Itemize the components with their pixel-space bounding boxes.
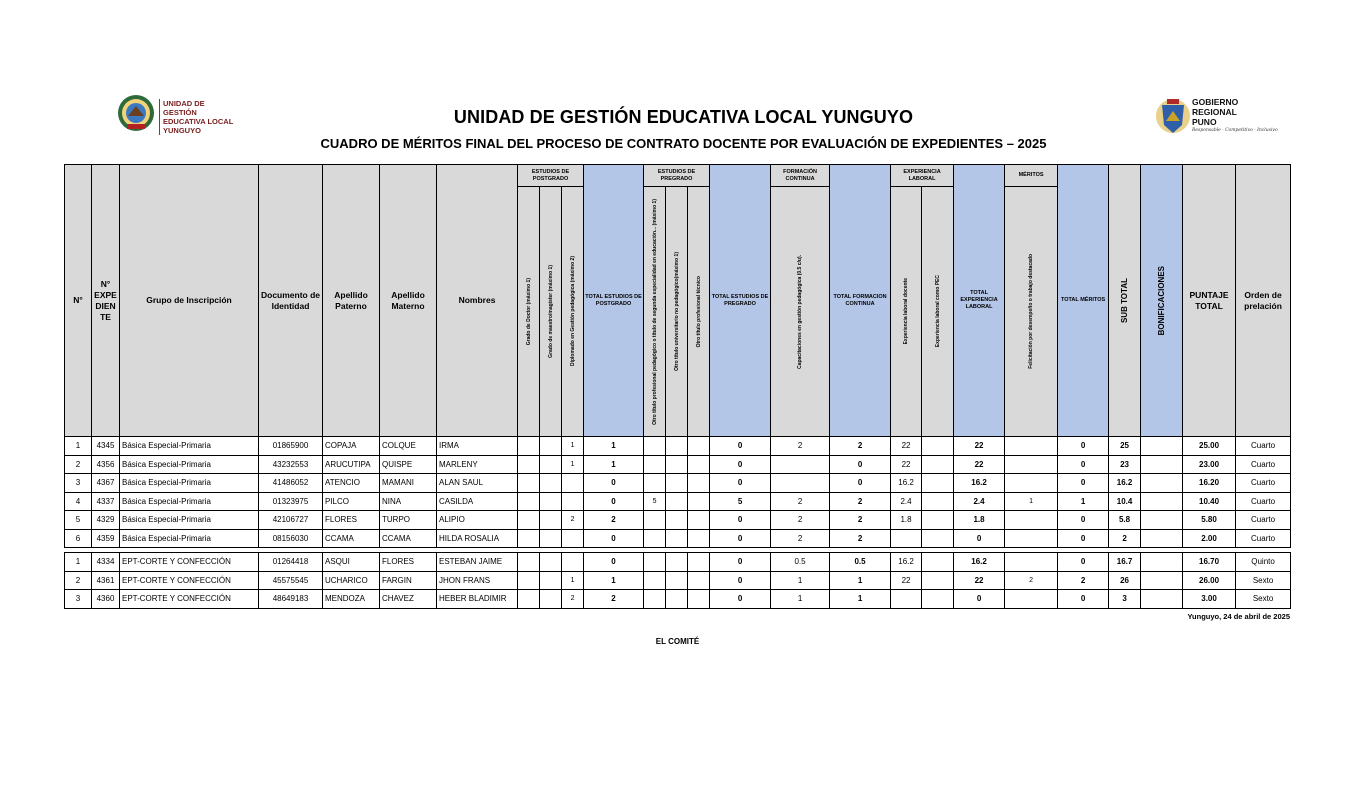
cell-puntaje-total: 26.00 (1183, 571, 1236, 590)
col-bonificaciones-header (1141, 165, 1183, 437)
cell-orden: Cuarto (1236, 455, 1291, 474)
cell-paterno: COPAJA (323, 437, 380, 456)
cell-total-formacion: 1 (830, 590, 891, 609)
cell-capacitaciones: 2 (771, 529, 830, 548)
cell-orden: Cuarto (1236, 529, 1291, 548)
gobierno-regional-text: GOBIERNO REGIONAL PUNO (1192, 97, 1239, 127)
cell-bonificaciones (1141, 455, 1183, 474)
cell-materno: NINA (380, 492, 437, 511)
cell-documento: 48649183 (259, 590, 323, 609)
cell-exp-pec (922, 529, 954, 548)
cell-grupo: Básica Especial-Primaria (120, 437, 259, 456)
cell-nombres: MARLENY (437, 455, 518, 474)
col-total-experiencia-header: TOTAL EXPERIENCIA LABORAL (954, 165, 1005, 437)
cell-exp-docente (891, 590, 922, 609)
col-documento-header: Documento de Identidad (259, 165, 323, 437)
cell-sub-total: 10.4 (1109, 492, 1141, 511)
cell-total-pregrado: 0 (710, 511, 771, 530)
cell-bonificaciones (1141, 571, 1183, 590)
table-row (65, 553, 1291, 572)
cell-puntaje-total: 10.40 (1183, 492, 1236, 511)
col-puntaje-header: PUNTAJE TOTAL (1183, 165, 1236, 437)
cell-sub-total: 16.2 (1109, 474, 1141, 493)
col-total-formacion-header: TOTAL FORMACION CONTINUA (830, 165, 891, 437)
cell-materno: TURPO (380, 511, 437, 530)
cell-orden: Sexto (1236, 571, 1291, 590)
cell-orden: Cuarto (1236, 511, 1291, 530)
cell-puntaje-total: 23.00 (1183, 455, 1236, 474)
cell-exp-pec (922, 455, 954, 474)
cell-grupo: EPT-CORTE Y CONFECCIÓN (120, 590, 259, 609)
col-otro-pedag-header (644, 187, 666, 437)
cell-total-formacion: 0.5 (830, 553, 891, 572)
col-orden-header: Orden de prelación (1236, 165, 1291, 437)
cell-doctor (518, 455, 540, 474)
col-otro-univ-header (666, 187, 688, 437)
group-postgrado-header: ESTUDIOS DE POSTGRADO (518, 165, 584, 187)
cell-otro-tecnico (688, 474, 710, 493)
cell-total-meritos: 2 (1058, 571, 1109, 590)
cell-exp-pec (922, 590, 954, 609)
maestro-label: Grado de maestro/magister (máximo 1) (547, 265, 554, 358)
cell-maestro (540, 553, 562, 572)
cell-sub-total: 16.7 (1109, 553, 1141, 572)
cell-total-pregrado: 0 (710, 590, 771, 609)
doctor-label: Grado de Doctor (máximo 1) (525, 277, 532, 346)
cell-documento: 43232553 (259, 455, 323, 474)
cell-exp-docente: 2.4 (891, 492, 922, 511)
cell-puntaje-total: 3.00 (1183, 590, 1236, 609)
cell-total-formacion: 2 (830, 437, 891, 456)
cell-otro-univ (666, 492, 688, 511)
cell-total-experiencia: 22 (954, 571, 1005, 590)
cell-total-pregrado: 0 (710, 529, 771, 548)
cell-puntaje-total: 5.80 (1183, 511, 1236, 530)
cell-documento: 42106727 (259, 511, 323, 530)
table-row (65, 437, 1291, 456)
cell-felicitacion: 1 (1005, 492, 1058, 511)
cell-capacitaciones: 2 (771, 511, 830, 530)
cell-otro-pedag (644, 437, 666, 456)
cell-orden: Sexto (1236, 590, 1291, 609)
cell-expediente: 4360 (92, 590, 120, 609)
cell-grupo: Básica Especial-Primaria (120, 529, 259, 548)
cell-nombres: CASILDA (437, 492, 518, 511)
cell-total-experiencia: 22 (954, 437, 1005, 456)
cell-otro-univ (666, 553, 688, 572)
col-otro-tecnico-header (688, 187, 710, 437)
cell-total-experiencia: 22 (954, 455, 1005, 474)
cell-n: 2 (65, 571, 92, 590)
cell-grupo: EPT-CORTE Y CONFECCIÓN (120, 571, 259, 590)
cell-otro-tecnico (688, 455, 710, 474)
cell-maestro (540, 511, 562, 530)
cell-exp-docente: 22 (891, 437, 922, 456)
cell-otro-univ (666, 590, 688, 609)
cell-total-experiencia: 2.4 (954, 492, 1005, 511)
cell-otro-tecnico (688, 511, 710, 530)
cell-exp-docente: 22 (891, 571, 922, 590)
cell-maestro (540, 437, 562, 456)
cell-maestro (540, 529, 562, 548)
cell-otro-tecnico (688, 571, 710, 590)
group-experiencia-header: EXPERIENCIA LABORAL (891, 165, 954, 187)
cell-bonificaciones (1141, 529, 1183, 548)
cell-exp-docente: 1.8 (891, 511, 922, 530)
merits-table-body (65, 437, 1291, 609)
table-row (65, 571, 1291, 590)
cell-nombres: HILDA ROSALIA (437, 529, 518, 548)
cell-otro-univ (666, 455, 688, 474)
cell-total-experiencia: 16.2 (954, 474, 1005, 493)
cell-n: 2 (65, 455, 92, 474)
cell-materno: MAMANI (380, 474, 437, 493)
cell-n: 6 (65, 529, 92, 548)
cell-exp-pec (922, 553, 954, 572)
cell-n: 3 (65, 474, 92, 493)
cell-total-meritos: 0 (1058, 455, 1109, 474)
cell-total-experiencia: 0 (954, 529, 1005, 548)
otro-univ-label: Otro título universitario no pedagógico(máximo 1) (673, 252, 680, 371)
sub-total-label: SUB TOTAL (1120, 277, 1130, 324)
col-exp-docente-header (891, 187, 922, 437)
cell-otro-pedag (644, 474, 666, 493)
cell-total-meritos: 0 (1058, 529, 1109, 548)
cell-diplomado: 1 (562, 437, 584, 456)
cell-felicitacion (1005, 474, 1058, 493)
cell-otro-tecnico (688, 437, 710, 456)
table-row (65, 511, 1291, 530)
cell-diplomado (562, 474, 584, 493)
cell-sub-total: 2 (1109, 529, 1141, 548)
cell-paterno: UCHARICO (323, 571, 380, 590)
cell-nombres: ALAN SAUL (437, 474, 518, 493)
cell-capacitaciones: 1 (771, 590, 830, 609)
cell-materno: COLQUE (380, 437, 437, 456)
cell-otro-pedag: 5 (644, 492, 666, 511)
cell-total-postgrado: 2 (584, 511, 644, 530)
table-row (65, 529, 1291, 548)
cell-total-formacion: 2 (830, 492, 891, 511)
cell-nombres: JHON FRANS (437, 571, 518, 590)
cell-bonificaciones (1141, 474, 1183, 493)
cell-expediente: 4337 (92, 492, 120, 511)
cell-capacitaciones: 0.5 (771, 553, 830, 572)
cell-otro-pedag (644, 529, 666, 548)
capacitaciones-label: Capacitaciones en gestión pedagógica (0.5 c/u). (797, 254, 804, 369)
cell-maestro (540, 474, 562, 493)
cell-bonificaciones (1141, 492, 1183, 511)
cell-total-postgrado: 1 (584, 455, 644, 474)
page-title: UNIDAD DE GESTIÓN EDUCATIVA LOCAL YUNGUYO (453, 107, 914, 127)
col-total-meritos-header: TOTAL MÉRITOS (1058, 165, 1109, 437)
cell-nombres: ALIPIO (437, 511, 518, 530)
col-sub-total-header (1109, 165, 1141, 437)
cell-materno: FARGIN (380, 571, 437, 590)
diplomado-label: Diplomado en Gestión pedagógica (máximo 2) (569, 256, 576, 367)
cell-otro-univ (666, 571, 688, 590)
cell-nombres: IRMA (437, 437, 518, 456)
group-pregrado-header: ESTUDIOS DE PREGRADO (644, 165, 710, 187)
cell-total-experiencia: 16.2 (954, 553, 1005, 572)
cell-otro-univ (666, 529, 688, 548)
cell-exp-docente: 22 (891, 455, 922, 474)
cell-bonificaciones (1141, 553, 1183, 572)
cell-sub-total: 26 (1109, 571, 1141, 590)
cell-capacitaciones: 1 (771, 571, 830, 590)
cell-total-meritos: 1 (1058, 492, 1109, 511)
cell-diplomado (562, 529, 584, 548)
cell-maestro (540, 571, 562, 590)
cell-total-meritos: 0 (1058, 511, 1109, 530)
cell-otro-univ (666, 474, 688, 493)
cell-otro-tecnico (688, 529, 710, 548)
cell-sub-total: 23 (1109, 455, 1141, 474)
cell-otro-tecnico (688, 553, 710, 572)
cell-total-formacion: 2 (830, 511, 891, 530)
cell-grupo: EPT-CORTE Y CONFECCIÓN (120, 553, 259, 572)
cell-grupo: Básica Especial-Primaria (120, 492, 259, 511)
cell-diplomado (562, 553, 584, 572)
cell-expediente: 4361 (92, 571, 120, 590)
col-total-pregrado-header: TOTAL ESTUDIOS DE PREGRADO (710, 165, 771, 437)
cell-orden: Cuarto (1236, 492, 1291, 511)
cell-total-formacion: 1 (830, 571, 891, 590)
cell-puntaje-total: 16.70 (1183, 553, 1236, 572)
cell-otro-tecnico (688, 590, 710, 609)
cell-paterno: MENDOZA (323, 590, 380, 609)
cell-total-meritos: 0 (1058, 590, 1109, 609)
cell-felicitacion (1005, 553, 1058, 572)
cell-doctor (518, 590, 540, 609)
table-row (65, 474, 1291, 493)
cell-total-postgrado: 1 (584, 571, 644, 590)
cell-doctor (518, 511, 540, 530)
ugel-logo-text: UNIDAD DE GESTIÓN EDUCATIVA LOCAL YUNGUYO (159, 99, 237, 135)
cell-doctor (518, 492, 540, 511)
cell-puntaje-total: 25.00 (1183, 437, 1236, 456)
cell-doctor (518, 474, 540, 493)
gobierno-regional-slogan: Responsable · Competitivo · Inclusivo (1192, 128, 1278, 133)
cell-n: 4 (65, 492, 92, 511)
cell-exp-pec (922, 571, 954, 590)
cell-total-meritos: 0 (1058, 553, 1109, 572)
cell-grupo: Básica Especial-Primaria (120, 474, 259, 493)
cell-total-formacion: 0 (830, 474, 891, 493)
cell-sub-total: 25 (1109, 437, 1141, 456)
merits-table (64, 164, 1291, 609)
cell-orden: Cuarto (1236, 474, 1291, 493)
cell-capacitaciones (771, 474, 830, 493)
cell-total-meritos: 0 (1058, 437, 1109, 456)
cell-paterno: ASQUI (323, 553, 380, 572)
felicitacion-label: Felicitación por desempeño o trabajo destacado (1028, 254, 1035, 369)
cell-nombres: ESTEBAN JAIME (437, 553, 518, 572)
cell-otro-pedag (644, 571, 666, 590)
cell-sub-total: 5.8 (1109, 511, 1141, 530)
col-doctor-header (518, 187, 540, 437)
cell-exp-docente (891, 529, 922, 548)
cell-paterno: ARUCUTIPA (323, 455, 380, 474)
cell-maestro (540, 492, 562, 511)
cell-documento: 01865900 (259, 437, 323, 456)
cell-orden: Cuarto (1236, 437, 1291, 456)
cell-total-meritos: 0 (1058, 474, 1109, 493)
cell-n: 5 (65, 511, 92, 530)
cell-materno: FLORES (380, 553, 437, 572)
cell-expediente: 4334 (92, 553, 120, 572)
group-formacion-header: FORMACIÓN CONTINUA (771, 165, 830, 187)
cell-doctor (518, 529, 540, 548)
cell-total-postgrado: 0 (584, 474, 644, 493)
cell-materno: CCAMA (380, 529, 437, 548)
cell-felicitacion (1005, 511, 1058, 530)
cell-maestro (540, 590, 562, 609)
cell-total-postgrado: 0 (584, 529, 644, 548)
col-nombres-header: Nombres (437, 165, 518, 437)
col-capacitaciones-header (771, 187, 830, 437)
cell-documento: 01323975 (259, 492, 323, 511)
cell-doctor (518, 553, 540, 572)
cell-felicitacion (1005, 590, 1058, 609)
table-row (65, 492, 1291, 511)
cell-doctor (518, 437, 540, 456)
cell-bonificaciones (1141, 590, 1183, 609)
cell-total-pregrado: 0 (710, 553, 771, 572)
cell-bonificaciones (1141, 511, 1183, 530)
cell-nombres: HEBER BLADIMIR (437, 590, 518, 609)
cell-otro-pedag (644, 511, 666, 530)
otro-tecnico-label: Otro título profesional técnico (695, 275, 702, 348)
cell-total-postgrado: 0 (584, 492, 644, 511)
cell-total-experiencia: 1.8 (954, 511, 1005, 530)
cell-materno: QUISPE (380, 455, 437, 474)
cell-documento: 41486052 (259, 474, 323, 493)
cell-n: 3 (65, 590, 92, 609)
col-n-header: N° (65, 165, 92, 437)
col-paterno-header: Apellido Paterno (323, 165, 380, 437)
cell-puntaje-total: 16.20 (1183, 474, 1236, 493)
cell-total-pregrado: 0 (710, 437, 771, 456)
cell-diplomado: 1 (562, 571, 584, 590)
cell-capacitaciones (771, 455, 830, 474)
cell-otro-pedag (644, 455, 666, 474)
cell-exp-pec (922, 492, 954, 511)
page-subtitle: CUADRO DE MÉRITOS FINAL DEL PROCESO DE CONTRATO DOCENTE POR EVALUACIÓN DE EXPEDIENTES – 2025 (320, 136, 1047, 151)
cell-total-pregrado: 0 (710, 474, 771, 493)
col-maestro-header (540, 187, 562, 437)
cell-total-experiencia: 0 (954, 590, 1005, 609)
cell-total-pregrado: 5 (710, 492, 771, 511)
cell-paterno: PILCO (323, 492, 380, 511)
cell-expediente: 4345 (92, 437, 120, 456)
cell-exp-docente: 16.2 (891, 474, 922, 493)
cell-orden: Quinto (1236, 553, 1291, 572)
cell-otro-pedag (644, 553, 666, 572)
cell-doctor (518, 571, 540, 590)
cell-felicitacion (1005, 455, 1058, 474)
cell-documento: 01264418 (259, 553, 323, 572)
cell-otro-univ (666, 437, 688, 456)
cell-capacitaciones: 2 (771, 437, 830, 456)
exp-docente-label: Experiencia laboral docente (903, 278, 910, 345)
cell-otro-tecnico (688, 492, 710, 511)
cell-n: 1 (65, 553, 92, 572)
cell-grupo: Básica Especial-Primaria (120, 455, 259, 474)
table-row (65, 590, 1291, 609)
cell-felicitacion (1005, 529, 1058, 548)
cell-paterno: FLORES (323, 511, 380, 530)
cell-bonificaciones (1141, 437, 1183, 456)
col-felicitacion-header (1005, 187, 1058, 437)
exp-pec-label: Experiencia laboral como PEC (934, 275, 941, 348)
cell-diplomado: 2 (562, 511, 584, 530)
cell-grupo: Básica Especial-Primaria (120, 511, 259, 530)
cell-otro-univ (666, 511, 688, 530)
cell-expediente: 4356 (92, 455, 120, 474)
cell-felicitacion (1005, 437, 1058, 456)
cell-exp-pec (922, 474, 954, 493)
cell-paterno: ATENCIO (323, 474, 380, 493)
cell-felicitacion: 2 (1005, 571, 1058, 590)
cell-total-pregrado: 0 (710, 455, 771, 474)
cell-total-postgrado: 1 (584, 437, 644, 456)
cell-maestro (540, 455, 562, 474)
cell-exp-pec (922, 437, 954, 456)
cell-expediente: 4329 (92, 511, 120, 530)
cell-total-formacion: 0 (830, 455, 891, 474)
cell-otro-pedag (644, 590, 666, 609)
cell-exp-pec (922, 511, 954, 530)
cell-capacitaciones: 2 (771, 492, 830, 511)
cell-diplomado: 2 (562, 590, 584, 609)
col-diplomado-header (562, 187, 584, 437)
cell-paterno: CCAMA (323, 529, 380, 548)
cell-diplomado (562, 492, 584, 511)
group-meritos-header: MÉRITOS (1005, 165, 1058, 187)
cell-sub-total: 3 (1109, 590, 1141, 609)
table-row (65, 455, 1291, 474)
cell-expediente: 4359 (92, 529, 120, 548)
cell-total-pregrado: 0 (710, 571, 771, 590)
cell-documento: 08156030 (259, 529, 323, 548)
place-date: Yunguyo, 24 de abril de 2025 (1187, 612, 1290, 621)
col-materno-header: Apellido Materno (380, 165, 437, 437)
col-expediente-header: N° EXPE DIEN TE (92, 165, 120, 437)
col-exp-pec-header (922, 187, 954, 437)
cell-n: 1 (65, 437, 92, 456)
cell-total-postgrado: 2 (584, 590, 644, 609)
committee-signature: EL COMITÉ (655, 637, 700, 646)
cell-exp-docente: 16.2 (891, 553, 922, 572)
bonificaciones-label: BONIFICACIONES (1157, 265, 1167, 336)
cell-documento: 45575545 (259, 571, 323, 590)
cell-total-formacion: 2 (830, 529, 891, 548)
col-grupo-header: Grupo de Inscripción (120, 165, 259, 437)
cell-total-postgrado: 0 (584, 553, 644, 572)
cell-puntaje-total: 2.00 (1183, 529, 1236, 548)
col-total-postgrado-header: TOTAL ESTUDIOS DE POSTGRADO (584, 165, 644, 437)
otro-pedag-label: Otro título profesional pedagógico o título de segunda especialidad en educación... (máximo 1) (651, 198, 658, 425)
cell-materno: CHAVEZ (380, 590, 437, 609)
cell-expediente: 4367 (92, 474, 120, 493)
cell-diplomado: 1 (562, 455, 584, 474)
